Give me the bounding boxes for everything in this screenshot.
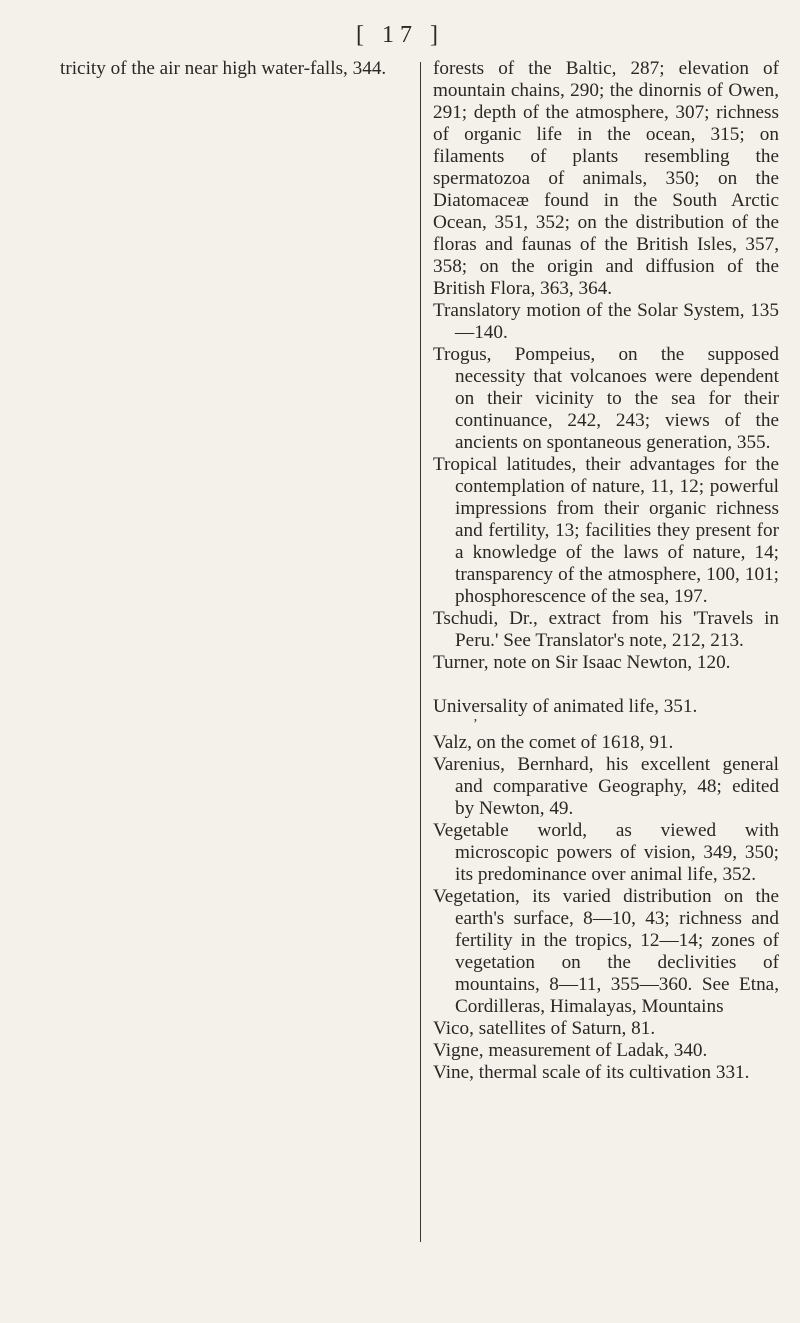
index-entry: Translatory motion of the Solar System, 135—140. (433, 300, 779, 343)
page-number: [ 17 ] (356, 22, 444, 48)
stray-mark: ʼ (473, 717, 478, 732)
index-entry: Tropical latitudes, their advantages for the contemplation of nature, 11, 12; powerful impressions from their organic richness and fertility, 13; facilities they present for a knowledge of the laws of nature, 14; transparency of the atmosphere, 100, 101; phosphorescence of the sea, 197. (433, 454, 779, 607)
index-entry: tricity of the air near high water-falls, 344. (60, 58, 387, 79)
index-entry: Vegetable world, as viewed with microscopic powers of vision, 349, 350; its predominance over animal life, 352. (433, 820, 779, 885)
index-entry: Vico, satellites of Saturn, 81. (433, 1018, 656, 1039)
index-entry: Trogus, Pompeius, on the supposed necessity that volcanoes were dependent on their vicinity to the sea for their continuance, 242, 243; views of the ancients on spontaneous generation, 355. (433, 344, 779, 453)
index-entry: Vegetation, its varied distribution on the earth's surface, 8—10, 43; richness and fertility in the tropics, 12—14; zones of vegetation on the declivities of mountains, 8—11, 355—360. See Etna, Cordilleras, Himalayas, Mountains (433, 886, 779, 1017)
right-column (433, 58, 779, 1084)
column-divider (420, 62, 421, 1242)
index-entry: Tschudi, Dr., extract from his 'Travels in Peru.' See Translator's note, 212, 213. (433, 608, 779, 651)
left-column (60, 58, 406, 80)
index-entry: Universality of animated life, 351. (433, 696, 698, 717)
index-entry: Varenius, Bernhard, his excellent general and comparative Geography, 48; edited by Newton, 49. (433, 754, 779, 819)
index-entry-continuation: forests of the Baltic, 287; elevation of mountain chains, 290; the dinornis of Owen, 291; depth of the atmosphere, 307; richness of organic life in the ocean, 315; on filaments of plants resembling the spermatozoa of animals, 350; on the Diatomaceæ found in the South Arctic Ocean, 351, 352; on the distribution of the floras and faunas of the British Isles, 357, 358; on the origin and diffusion of the British Flora, 363, 364. (433, 58, 779, 299)
index-entry: Turner, note on Sir Isaac Newton, 120. (433, 652, 731, 673)
index-entry: Valz, on the comet of 1618, 91. (433, 732, 674, 753)
section-gap (433, 674, 779, 696)
index-entry: Vine, thermal scale of its cultivation 331. (433, 1062, 750, 1083)
index-entry: Vigne, measurement of Ladak, 340. (433, 1040, 708, 1061)
